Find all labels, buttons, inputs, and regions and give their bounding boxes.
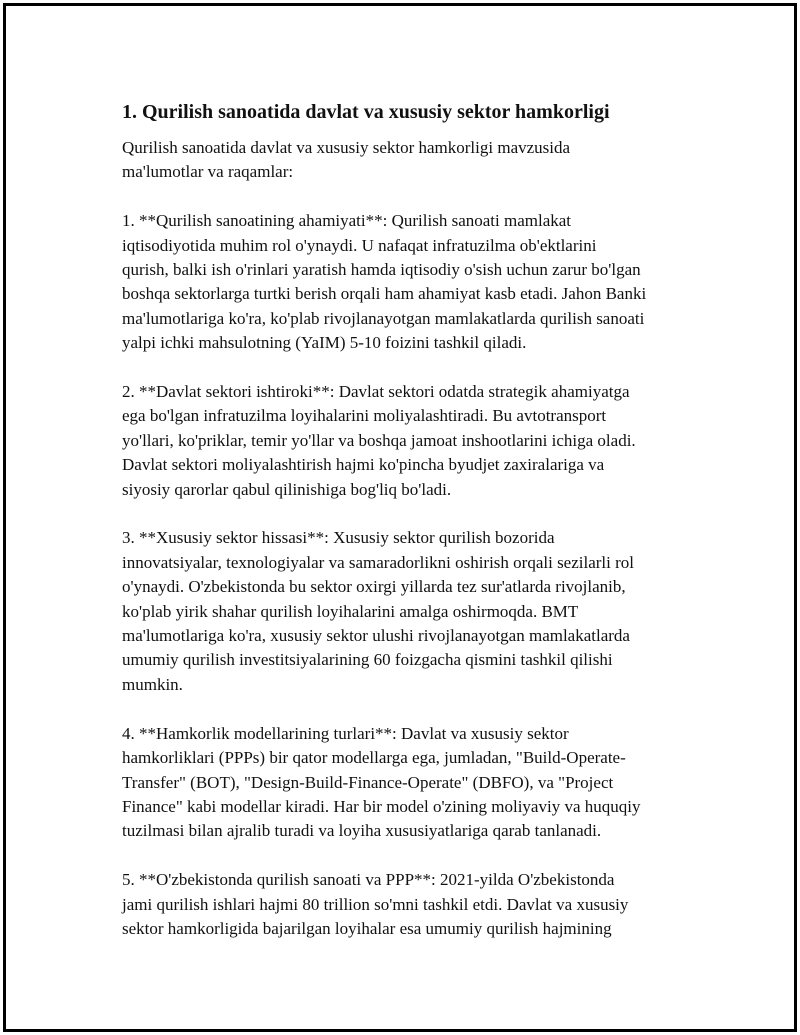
paragraph-line: o'ynaydi. O'zbekistonda bu sektor oxirgi yillarda tez sur'atlarda rivojlanib, [122,577,626,597]
paragraph-line: mumkin. [122,674,183,694]
paragraph-line: qurish, balki ish o'rinlari yaratish hamda iqtisodiy o'sish uchun zarur bo'lgan [122,260,641,280]
document-title: 1. Qurilish sanoatida davlat va xususiy sektor hamkorligi [122,101,610,123]
paragraph-line: tuzilmasi bilan ajralib turadi va loyiha xususiyatlariga qarab tanlanadi. [122,821,602,841]
paragraph-line: 1. **Qurilish sanoatining ahamiyati**: Qurilish sanoati mamlakat [122,211,572,231]
paragraph-public-sector [122,380,722,502]
paragraph-private-sector [122,526,722,697]
document-page [3,3,797,1032]
paragraph-line: yo'llari, ko'priklar, temir yo'llar va boshqa jamoat inshootlarini ichiga oladi. [122,430,636,450]
paragraph-line: yalpi ichki mahsulotning (YaIM) 5-10 foizini tashkil qiladi. [122,333,527,353]
paragraph-line: hamkorliklari (PPPs) bir qator modellarga ega, jumladan, "Build-Operate- [122,748,626,768]
document-body [122,98,722,941]
intro-line: ma'lumotlar va raqamlar: [122,162,294,182]
paragraph-line: iqtisodiyotida muhim rol o'ynaydi. U nafaqat infratuzilma ob'ektlarini [122,235,597,255]
intro-paragraph [122,136,622,185]
paragraph-uzbekistan-ppp [122,868,722,941]
paragraph-line: ma'lumotlariga ko'ra, ko'plab rivojlanayotgan mamlakatlarda qurilish sanoati [122,308,645,328]
paragraph-line: ko'plab yirik shahar qurilish loyihalarini amalga oshirmoqda. BMT [122,601,579,621]
paragraph-partnership-models [122,722,722,844]
paragraph-line: 4. **Hamkorlik modellarining turlari**: Davlat va xususiy sektor [122,723,569,743]
paragraph-line: Finance" kabi modellar kiradi. Har bir model o'zining moliyaviy va huquqiy [122,796,641,816]
paragraph-line: jami qurilish ishlari hajmi 80 trillion so'mni tashkil etdi. Davlat va xususiy [122,894,629,914]
paragraph-line: siyosiy qarorlar qabul qilinishiga bog'liq bo'ladi. [122,479,452,499]
paragraph-line: 5. **O'zbekistonda qurilish sanoati va PPP**: 2021-yilda O'zbekistonda [122,870,615,890]
paragraph-line: ega bo'lgan infratuzilma loyihalarini moliyalashtiradi. Bu avtotransport [122,406,607,426]
paragraph-line: innovatsiyalar, texnologiyalar va samaradorlikni oshirish orqali sezilarli rol [122,552,635,572]
paragraph-line: umumiy qurilish investitsiyalarining 60 foizgacha qismini tashkil qilishi [122,650,613,670]
paragraph-importance [122,209,722,355]
paragraph-line: 3. **Xususiy sektor hissasi**: Xususiy sektor qurilish bozorida [122,528,555,548]
paragraph-line: Transfer" (BOT), "Design-Build-Finance-Operate" (DBFO), va "Project [122,772,614,792]
paragraph-line: ma'lumotlariga ko'ra, xususiy sektor ulushi rivojlanayotgan mamlakatlarda [122,626,630,646]
intro-line: Qurilish sanoatida davlat va xususiy sektor hamkorligi mavzusida [122,138,571,157]
paragraph-line: sektor hamkorligida bajarilgan loyihalar esa umumiy qurilish hajmining [122,918,612,938]
paragraph-line: 2. **Davlat sektori ishtiroki**: Davlat sektori odatda strategik ahamiyatga [122,382,630,402]
paragraph-line: boshqa sektorlarga turtki berish orqali ham ahamiyat kasb etadi. Jahon Banki [122,284,647,304]
paragraph-line: Davlat sektori moliyalashtirish hajmi ko'pincha byudjet zaxiralariga va [122,455,605,475]
